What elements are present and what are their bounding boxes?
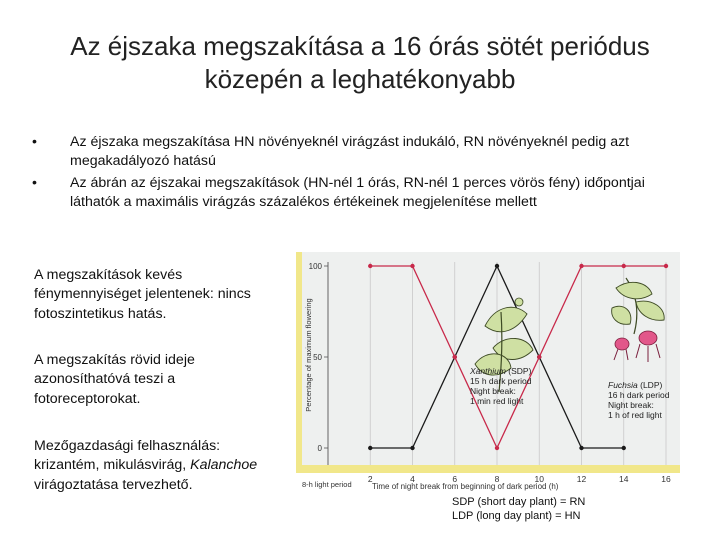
bullet-text: Az éjszaka megszakítása HN növényeknél virágzást indukáló, RN növényeknél pedig azt megakadályozó hatású	[70, 134, 630, 170]
x-tick-label: 16	[661, 474, 671, 484]
fuchsia-species-name: Fuchsia	[608, 380, 638, 390]
fuchsia-data-point	[664, 264, 668, 268]
xanthium-data-point	[368, 446, 372, 450]
xanthium-type: (SDP)	[505, 366, 532, 376]
light-period-label: 8-h light period	[302, 480, 352, 489]
x-tick-label: 14	[619, 474, 629, 484]
svg-text:Fuchsia (LDP)	[608, 380, 662, 390]
fuchsia-line-2: Night break:	[608, 400, 654, 410]
agri-text-suffix: virágoztatása tervezhető.	[34, 476, 193, 493]
xanthium-species-name: Xanthium	[470, 366, 506, 376]
fuchsia-data-point	[410, 264, 414, 268]
bullet-item	[32, 174, 692, 213]
bullet-list	[32, 133, 692, 214]
x-tick-label: 12	[576, 474, 587, 484]
legend-note	[452, 496, 585, 524]
fuchsia-data-point	[537, 355, 541, 359]
x-tick-label: 10	[534, 474, 544, 484]
side-note-agriculture	[34, 437, 264, 495]
y-tick-label: 100	[308, 262, 322, 271]
fuchsia-line-1: 16 h dark period	[608, 390, 670, 400]
xanthium-data-point	[622, 446, 626, 450]
y-axis-band	[296, 252, 302, 465]
y-tick-label: 0	[317, 444, 322, 453]
x-tick-label: 8	[494, 474, 500, 484]
x-tick-label: 2	[367, 474, 373, 484]
fuchsia-data-point	[495, 446, 499, 450]
x-axis-label: Time of night break from beginning of dark period (h)	[372, 482, 559, 491]
agri-text-kalanchoe: Kalanchoe	[190, 457, 258, 474]
xanthium-line-3: 1 min red light	[470, 396, 524, 406]
y-axis-label: Percentage of maximum flowering	[304, 298, 313, 412]
bullet-text: Az ábrán az éjszakai megszakítások (HN-nél 1 órás, RN-nél 1 perces vörös fény) időpontjai láthatók a maximális virágzás százalékos értékeinek megjelenítése mellett	[70, 174, 645, 210]
legend-note-sdp: SDP (short day plant) = RN	[452, 496, 586, 508]
fuchsia-data-point	[622, 264, 626, 268]
fuchsia-type: (LDP)	[637, 380, 663, 390]
legend-note-ldp: LDP (long day plant) = HN	[452, 509, 581, 522]
xanthium-data-point	[410, 446, 414, 450]
fuchsia-data-point	[579, 264, 583, 268]
agri-text-prefix: Mezőgazdasági felhasználás: krizantém, mikulásvirág,	[34, 438, 221, 474]
side-note-light-amount: A megszakítások kevés fénymennyiséget jelentenek: nincs fotoszintetikus hatás.	[34, 267, 251, 322]
night-break-flowering-chart	[296, 252, 680, 500]
side-note-photoreceptor: A megszakítás rövid ideje azonosíthatóvá teszi a fotoreceptorokat.	[34, 352, 195, 407]
fuchsia-line-3: 1 h of red light	[608, 410, 662, 420]
y-tick-label: 50	[313, 353, 322, 362]
fuchsia-data-point	[453, 355, 457, 359]
bullet-dot-icon: •	[32, 134, 37, 150]
xanthium-line-1: 15 h dark period	[470, 376, 532, 386]
x-tick-label: 6	[452, 474, 458, 484]
svg-text:Xanthium (SDP)	[469, 366, 532, 376]
x-tick-label: 4	[410, 474, 415, 484]
bullet-item	[32, 133, 692, 172]
bullet-dot-icon: •	[32, 174, 37, 191]
x-axis-band	[296, 465, 680, 473]
xanthium-data-point	[495, 264, 499, 268]
xanthium-data-point	[579, 446, 583, 450]
fuchsia-data-point	[368, 264, 372, 268]
slide-title: Az éjszaka megszakítása a 16 órás sötét periódus közepén a leghatékonyabb	[70, 31, 650, 95]
xanthium-line-2: Night break:	[470, 386, 516, 396]
